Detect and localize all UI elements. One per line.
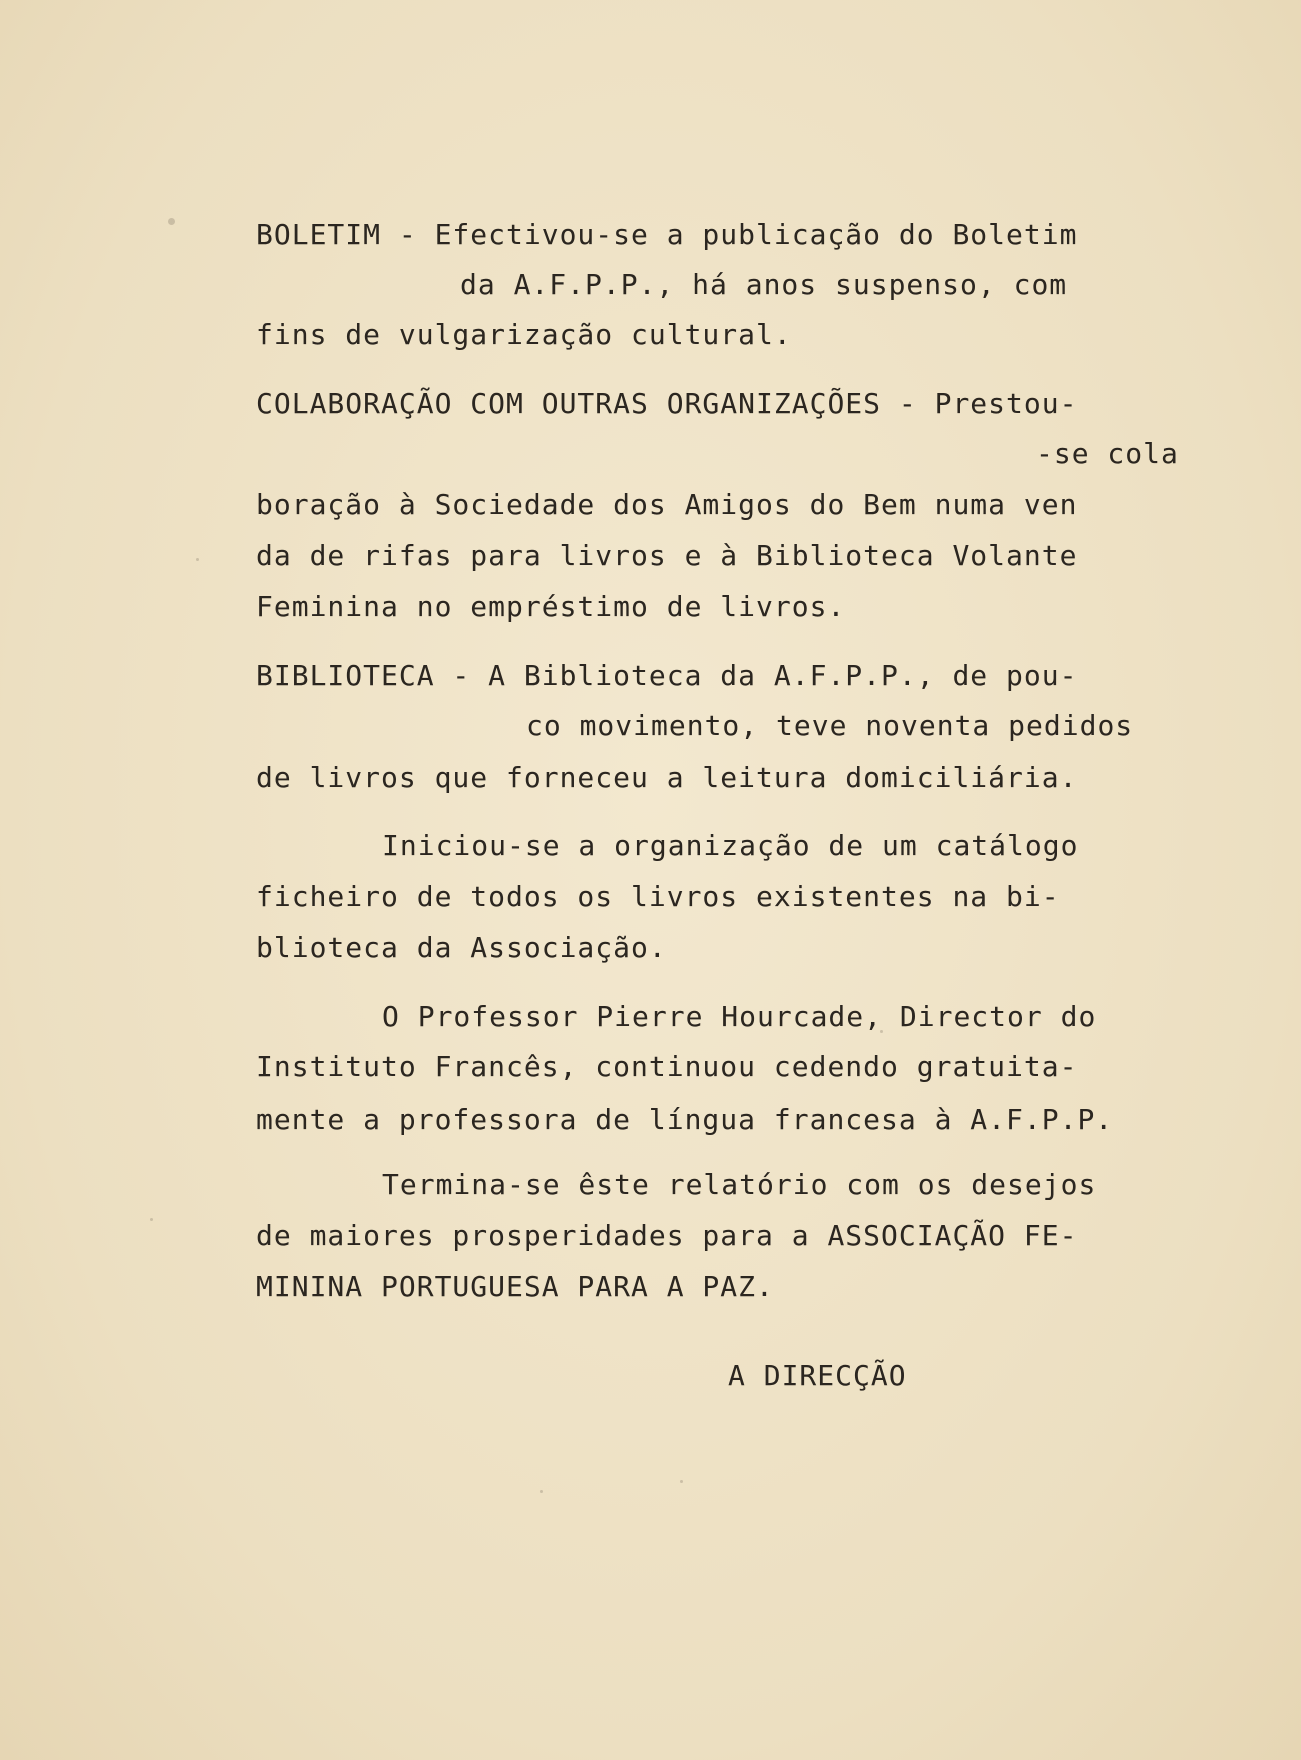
text-line: BOLETIM - Efectivou-se a publicação do Boletim: [256, 218, 1078, 251]
text-line: boração à Sociedade dos Amigos do Bem numa ven: [256, 488, 1078, 521]
text-line: de livros que forneceu a leitura domiciliária.: [256, 761, 1078, 794]
paper-speck: [150, 1218, 153, 1221]
text-line: Feminina no empréstimo de livros.: [256, 590, 846, 623]
paper-speck: [680, 1480, 683, 1483]
text-line: mente a professora de língua francesa à A.F.P.P.: [256, 1103, 1114, 1136]
paper-speck: [540, 1490, 543, 1493]
text-line: fins de vulgarização cultural.: [256, 318, 792, 351]
paper-speck: [880, 1030, 883, 1033]
paper-speck: [168, 218, 175, 225]
text-line: MININA PORTUGUESA PARA A PAZ.: [256, 1270, 774, 1303]
text-line: Termina-se êste relatório com os desejos: [382, 1168, 1097, 1201]
text-line: de maiores prosperidades para a ASSOCIAÇÃO FE-: [256, 1219, 1078, 1252]
text-line: O Professor Pierre Hourcade, Director do: [382, 1000, 1097, 1033]
text-line: ficheiro de todos os livros existentes na bi-: [256, 880, 1060, 913]
text-line: da A.F.P.P., há anos suspenso, com: [460, 268, 1068, 301]
paper-speck: [196, 558, 199, 561]
text-line: COLABORAÇÃO COM OUTRAS ORGANIZAÇÕES - Prestou-: [256, 387, 1078, 420]
text-line: co movimento, teve noventa pedidos: [526, 709, 1134, 742]
text-line: Iniciou-se a organização de um catálogo: [382, 829, 1079, 862]
text-line: blioteca da Associação.: [256, 931, 667, 964]
text-line: da de rifas para livros e à Biblioteca Volante: [256, 539, 1078, 572]
text-line: BIBLIOTECA - A Biblioteca da A.F.P.P., de pou-: [256, 659, 1078, 692]
text-line: Instituto Francês, continuou cedendo gratuita-: [256, 1050, 1078, 1083]
signature: A DIRECÇÃO: [728, 1359, 907, 1392]
text-line: -se cola: [1036, 437, 1179, 470]
